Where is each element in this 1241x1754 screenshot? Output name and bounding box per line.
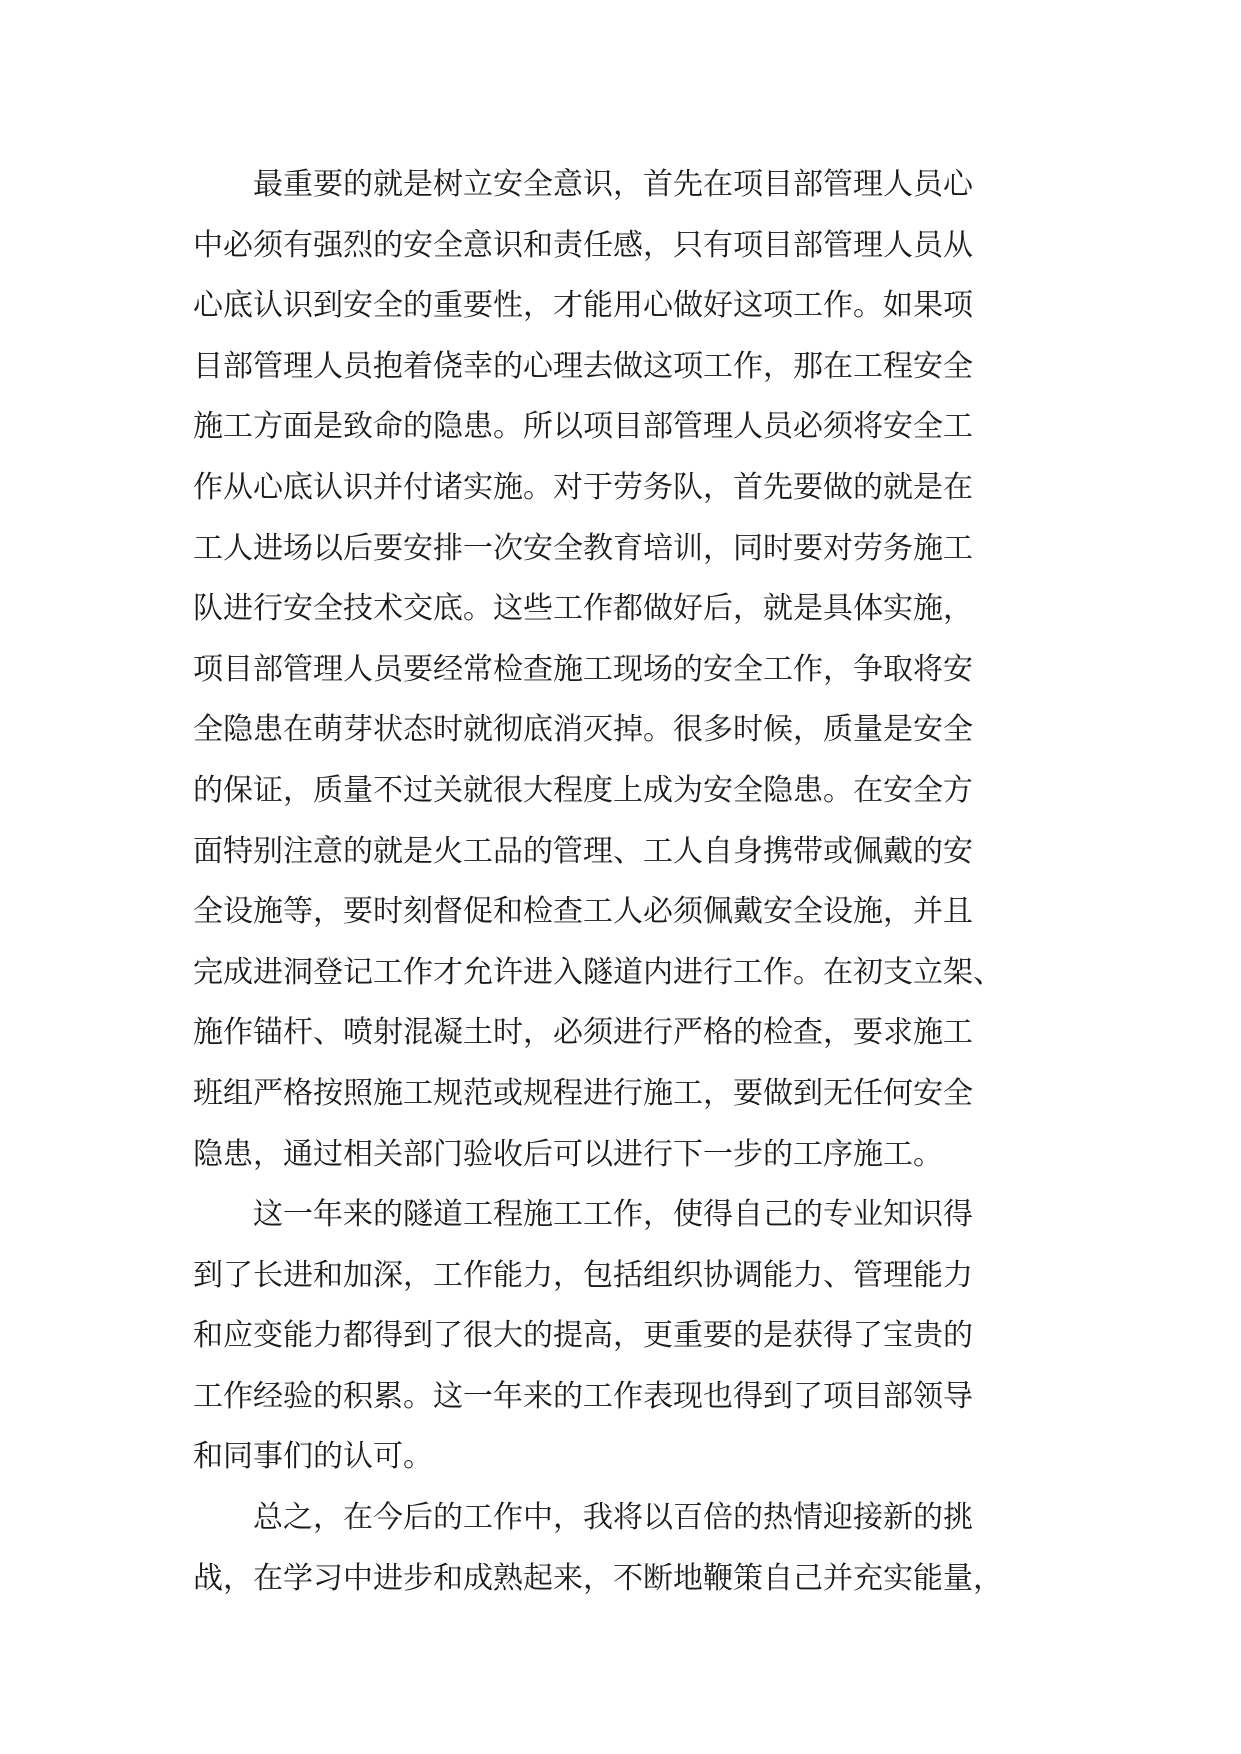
text-line: 这一年来的隧道工程施工工作，使得自己的专业知识得 [193,1197,973,1233]
paragraph-safety-awareness [193,155,1063,1185]
text-line: 心底认识到安全的重要性，才能用心做好这项工作。如果项 [193,288,973,324]
text-line: 隐患，通过相关部门验收后可以进行下一步的工序施工。 [193,1136,943,1172]
text-line: 施工方面是致命的隐患。所以项目部管理人员必须将安全工 [193,409,973,445]
paragraph-conclusion [193,1488,1063,1609]
text-line: 目部管理人员抱着侥幸的心理去做这项工作，那在工程安全 [193,348,973,384]
text-line: 战，在学习中进步和成熟起来，不断地鞭策自己并充实能量， [193,1560,1003,1596]
text-line: 中必须有强烈的安全意识和责任感，只有项目部管理人员从 [193,227,973,263]
text-line: 项目部管理人员要经常检查施工现场的安全工作，争取将安 [193,651,973,687]
text-line: 全设施等，要时刻督促和检查工人必须佩戴安全设施，并且 [193,894,973,930]
text-line: 作从心底认识并付诸实施。对于劳务队，首先要做的就是在 [193,469,973,505]
text-line: 总之，在今后的工作中，我将以百倍的热情迎接新的挑 [193,1500,973,1536]
text-line: 工人进场以后要安排一次安全教育培训，同时要对劳务施工 [193,530,973,566]
text-line: 到了长进和加深，工作能力，包括组织协调能力、管理能力 [193,1257,973,1293]
text-line: 和应变能力都得到了很大的提高，更重要的是获得了宝贵的 [193,1318,973,1354]
text-line: 全隐患在萌芽状态时就彻底消灭掉。很多时候，质量是安全 [193,712,973,748]
text-line: 的保证，质量不过关就很大程度上成为安全隐患。在安全方 [193,772,973,808]
text-line: 工作经验的积累。这一年来的工作表现也得到了项目部领导 [193,1378,973,1414]
text-line: 面特别注意的就是火工品的管理、工人自身携带或佩戴的安 [193,833,973,869]
text-line: 和同事们的认可。 [193,1439,433,1475]
body-text [193,155,1063,1609]
text-line: 施作锚杆、喷射混凝土时，必须进行严格的检查，要求施工 [193,1015,973,1051]
text-line: 班组严格按照施工规范或规程进行施工，要做到无任何安全 [193,1075,973,1111]
paragraph-year-review [193,1185,1063,1488]
text-line: 最重要的就是树立安全意识，首先在项目部管理人员心 [193,167,973,202]
text-line: 队进行安全技术交底。这些工作都做好后，就是具体实施， [193,591,973,627]
text-line: 完成进洞登记工作才允许进入隧道内进行工作。在初支立架、 [193,954,1003,990]
